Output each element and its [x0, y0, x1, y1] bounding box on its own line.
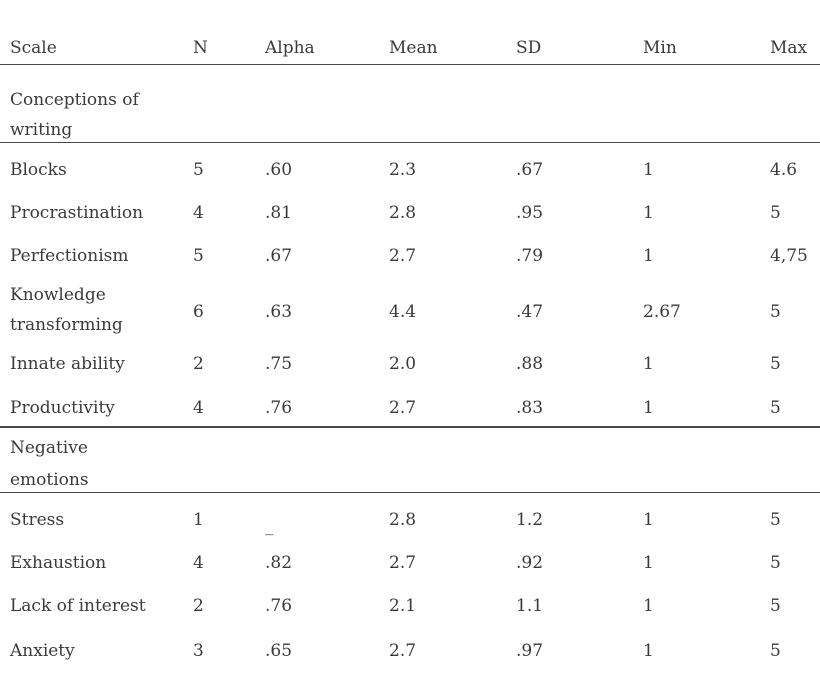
cell-min: 1 — [643, 510, 654, 530]
cell-max: 4.6 — [770, 160, 798, 180]
cell-n: 3 — [193, 641, 204, 661]
cell-n: 4 — [193, 203, 204, 223]
cell-scale-line-2: transforming — [10, 315, 123, 335]
cell-mean: 2.7 — [389, 398, 417, 418]
cell-max: 5 — [770, 398, 781, 418]
cell-sd: .88 — [516, 354, 544, 374]
cell-max: 5 — [770, 596, 781, 616]
cell-sd: .97 — [516, 641, 544, 661]
cell-mean: 2.7 — [389, 553, 417, 573]
cell-scale: Innate ability — [10, 354, 125, 374]
section-title-line-2: emotions — [10, 470, 89, 490]
cell-scale: Blocks — [10, 160, 67, 180]
section-rule — [0, 142, 820, 143]
cell-mean: 2.0 — [389, 354, 417, 374]
cell-sd: .92 — [516, 553, 544, 573]
cell-n: 5 — [193, 246, 204, 266]
cell-sd: 1.2 — [516, 510, 544, 530]
cell-mean: 2.1 — [389, 596, 417, 616]
cell-min: 2.67 — [643, 302, 681, 322]
header-min: Min — [643, 38, 677, 58]
header-alpha: Alpha — [265, 38, 315, 58]
cell-min: 1 — [643, 596, 654, 616]
cell-mean: 2.3 — [389, 160, 417, 180]
cell-n: 5 — [193, 160, 204, 180]
cell-alpha: .63 — [265, 302, 293, 322]
cell-scale: Procrastination — [10, 203, 144, 223]
cell-mean: 2.7 — [389, 246, 417, 266]
header-sd: SD — [516, 38, 542, 58]
cell-alpha: .76 — [265, 596, 293, 616]
cell-scale-line-1: Knowledge — [10, 285, 106, 305]
cell-mean: 2.8 — [389, 510, 417, 530]
cell-min: 1 — [643, 553, 654, 573]
cell-max: 5 — [770, 354, 781, 374]
section-title-line-2: writing — [10, 120, 73, 140]
section-title-line-1: Conceptions of — [10, 90, 139, 110]
section-title-line-1: Negative — [10, 438, 88, 458]
cell-max: 5 — [770, 302, 781, 322]
cell-mean: 2.8 — [389, 203, 417, 223]
cell-min: 1 — [643, 354, 654, 374]
cell-alpha: .60 — [265, 160, 293, 180]
cell-sd: 1.1 — [516, 596, 544, 616]
header-mean: Mean — [389, 38, 438, 58]
cell-min: 1 — [643, 160, 654, 180]
cell-alpha: .76 — [265, 398, 293, 418]
cell-sd: .95 — [516, 203, 544, 223]
cell-n: 6 — [193, 302, 204, 322]
cell-alpha: _ — [265, 516, 274, 536]
cell-min: 1 — [643, 246, 654, 266]
cell-min: 1 — [643, 398, 654, 418]
cell-sd: .83 — [516, 398, 544, 418]
cell-sd: .79 — [516, 246, 544, 266]
header-max: Max — [770, 38, 808, 58]
cell-max: 5 — [770, 641, 781, 661]
cell-n: 4 — [193, 398, 204, 418]
cell-alpha: .65 — [265, 641, 293, 661]
cell-alpha: .81 — [265, 203, 293, 223]
cell-alpha: .82 — [265, 553, 293, 573]
cell-scale: Anxiety — [10, 641, 75, 661]
cell-max: 5 — [770, 510, 781, 530]
cell-mean: 4.4 — [389, 302, 417, 322]
cell-max: 5 — [770, 203, 781, 223]
cell-scale: Stress — [10, 510, 65, 530]
cell-min: 1 — [643, 641, 654, 661]
header-n: N — [193, 38, 208, 58]
cell-scale: Lack of interest — [10, 596, 146, 616]
section-rule — [0, 492, 820, 493]
cell-alpha: .67 — [265, 246, 293, 266]
cell-alpha: .75 — [265, 354, 293, 374]
cell-scale: Productivity — [10, 398, 115, 418]
cell-max: 5 — [770, 553, 781, 573]
header-scale: Scale — [10, 38, 57, 58]
cell-sd: .67 — [516, 160, 544, 180]
cell-n: 1 — [193, 510, 204, 530]
cell-scale: Exhaustion — [10, 553, 107, 573]
cell-n: 2 — [193, 596, 204, 616]
cell-max: 4,75 — [770, 246, 808, 266]
cell-min: 1 — [643, 203, 654, 223]
cell-scale: Perfectionism — [10, 246, 129, 266]
cell-sd: .47 — [516, 302, 544, 322]
header-rule — [0, 64, 820, 65]
section-divider-rule — [0, 426, 820, 428]
cell-mean: 2.7 — [389, 641, 417, 661]
cell-n: 2 — [193, 354, 204, 374]
cell-n: 4 — [193, 553, 204, 573]
